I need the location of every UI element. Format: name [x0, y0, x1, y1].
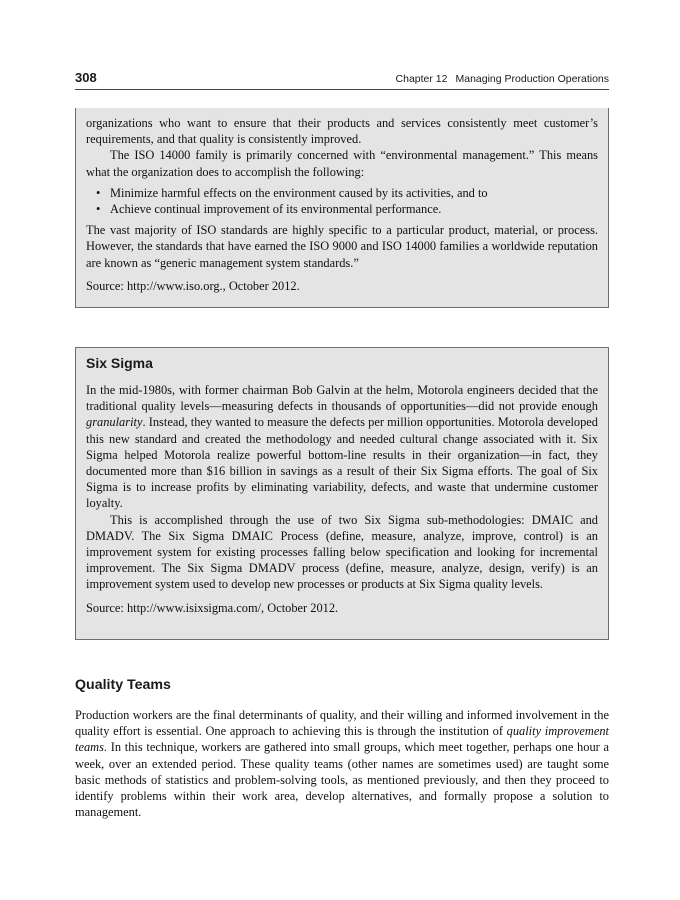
six-sigma-title: Six Sigma — [86, 355, 153, 371]
six-sigma-sidebar-box — [75, 347, 609, 640]
iso-closing-paragraph: The vast majority of ISO standards are highly specific to a particular product, material, or process. However, the standards that have earned the ISO 9000 and ISO 14000 families a worldwide reputation are known as “generic management system standards.” — [86, 223, 598, 270]
iso-continued-paragraph: organizations who want to ensure that their products and services consistently meet customer’s requirements, and that quality is consistently improved. — [86, 116, 598, 147]
six-sigma-paragraph-2: This is accomplished through the use of two Six Sigma sub-methodologies: DMAIC and DMADV. The Six Sigma DMAIC Process (define, measure, analyze, improve, control) is an improvement system for existing processes falling below specification and looking for incremental improvement. The Six Sigma DMADV process (define, measure, analyze, design, verify) is an improvement system used to develop new processes or products at Six Sigma quality levels. — [86, 512, 598, 592]
chapter-title: Managing Production Operations — [455, 73, 609, 85]
iso-source: Source: http://www.iso.org., October 2012. — [86, 278, 300, 293]
quality-teams-heading: Quality Teams — [75, 677, 171, 693]
six-sigma-paragraph-1: In the mid-1980s, with former chairman Bob Galvin at the helm, Motorola engineers decided that the traditional quality levels—measuring defects in thousands of opportunities—did not provide enough granularity. Instead, they wanted to measure the defects per million opportunities. Motorola developed this new standard and created the methodology and needed cultural change associated with it. Six Sigma helped Motorola realize powerful bottom-line results in their organization—in fact, they documented more than $16 billion in savings as a result of their Six Sigma efforts. The goal of Six Sigma is to increase profits by eliminating variability, defects, and waste that undermine customer loyalty. — [86, 383, 598, 511]
iso-bullet-list — [86, 185, 598, 217]
quality-improvement-teams-term: quality improvement teams — [75, 724, 609, 755]
granularity-term: granularity — [86, 415, 143, 430]
page-number: 308 — [75, 70, 97, 85]
iso-sidebar-box — [75, 108, 609, 308]
bullet-item: • Achieve continual improvement of its environmental performance. — [110, 201, 598, 217]
running-head — [396, 72, 609, 86]
bullet-item: • Minimize harmful effects on the environment caused by its activities, and to — [110, 185, 598, 201]
iso14000-paragraph: The ISO 14000 family is primarily concerned with “environmental management.” This means what the organization does to accomplish the following: — [86, 148, 598, 179]
chapter-label: Chapter 12 — [395, 73, 448, 85]
quality-teams-paragraph: Production workers are the final determinants of quality, and their willing and informed involvement in the quality effort is essential. One approach to achieving this is through the institution of quality improvement teams. In this technique, workers are gathered into small groups, which meet together, perhaps one hour a week, over an extended period. These quality teams (other names are sometimes used) are taught some basic methods of statistics and problem-solving tools, as mentioned previously, and then they proceed to identify problems within their work area, develop alternatives, and formally propose a solution to management. — [75, 708, 609, 820]
six-sigma-source: Source: http://www.isixsigma.com/, October 2012. — [86, 600, 339, 615]
header-rule — [75, 89, 609, 90]
